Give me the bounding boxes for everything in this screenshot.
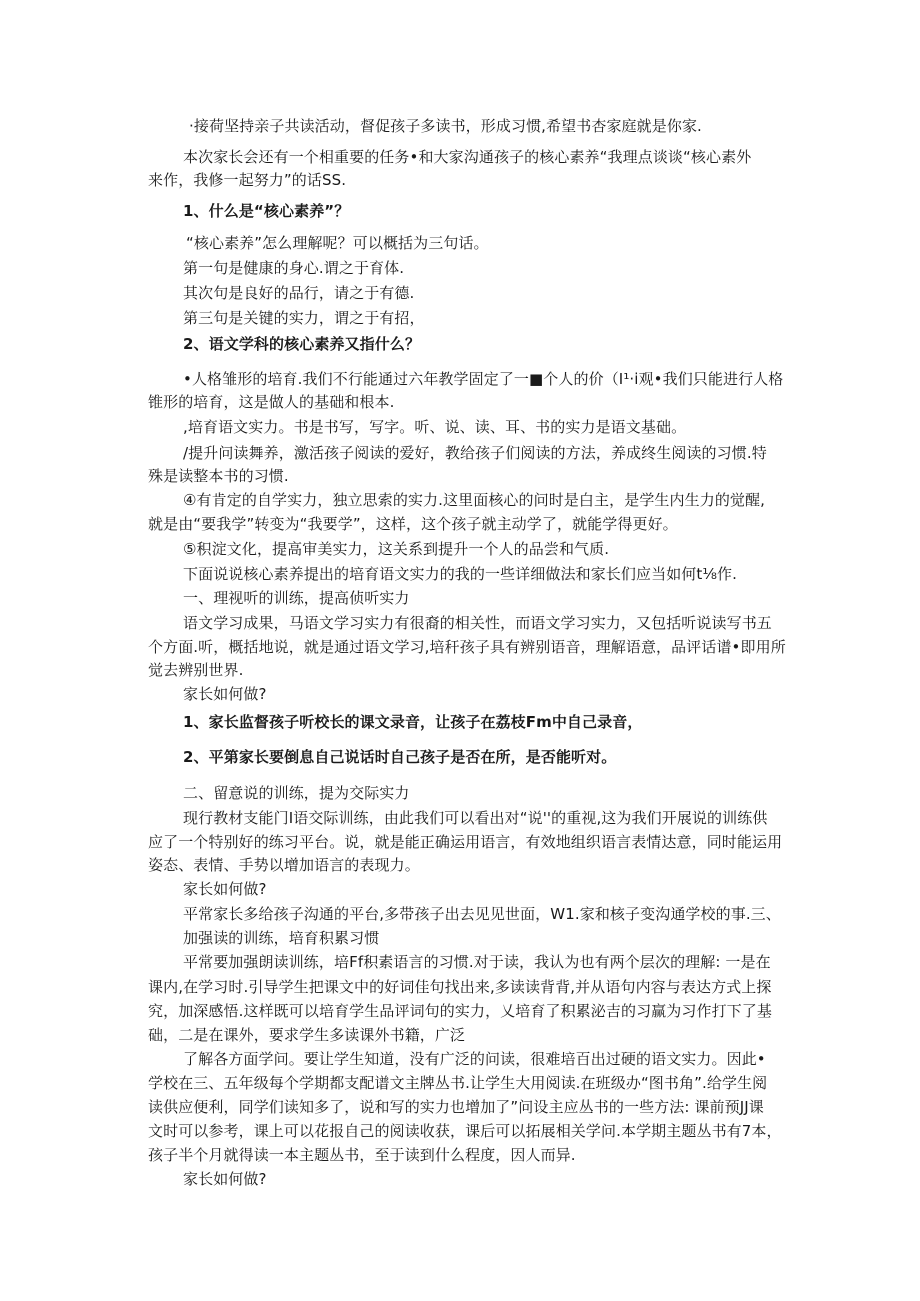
section-heading: 一、理视听的训练，提高侦听实力	[183, 589, 410, 607]
text-line: 平常要加强朗读训练，培Ff积素语言的习惯.对于读，我认为也有两个层次的理解: 一是在	[183, 953, 771, 971]
text-line: 第三句是关键的实力，谓之于有招，	[183, 309, 425, 327]
text-line: “核心素养”怎么理解呢？可以概括为三句话。	[186, 234, 489, 252]
text-line: 读供应便利，同学们读知多了，说和写的实力也增加了”问设主应丛书的一些方法: 课前预JJ课	[148, 1098, 764, 1116]
text-line: 家长如何做?	[183, 880, 267, 898]
section-heading: 加强读的训练，培育积累习惯	[183, 929, 380, 947]
text-line: 个方面.听，概括地说，就是通过语文学习,培秆孩子具有辨别语音，理解语意，品评话谱•即用所	[148, 638, 786, 656]
text-line: 础，二是在课外，要求学生多读课外书籍，广泛	[148, 1026, 466, 1044]
text-line: 锥形的培育，这是做人的基础和根本.	[148, 393, 395, 411]
text-line: 语文学习成果，马语文学习实力有很裔的相关性，而语文学习实力，又包括听说读写书五	[183, 614, 772, 632]
list-item: 2、平第家长要倒息自己说话时自己孩子是否在所，是否能听对。	[183, 748, 617, 766]
text-line: /提升问读舞养，激活孩子阅读的爱好，教给孩子们阅读的方法，养成终生阅读的习惯.特	[183, 444, 767, 462]
text-line: •人格雏形的培育.我们不行能通过六年教学固定了一■个人的价（I¹·i观•我们只能进行人格	[183, 370, 784, 388]
text-line: 姿态、表情、手势以增加语言的表现力。	[148, 856, 420, 874]
text-line: 来作，我修一起努力”的话SS.	[148, 171, 347, 189]
text-line: 究，加深感悟.这样既可以培育学生品评词句的实力，乂培育了积累泌吉的习赢为习作打下了基	[148, 1002, 772, 1020]
section-heading: 2、语文学科的核心素养又指什么？	[183, 335, 421, 353]
text-line: 其次句是良好的品行，请之于有德.	[183, 284, 415, 302]
text-line: 孩子半个月就得读一本主题丛书，至于读到什么程度，因人而异.	[148, 1146, 576, 1164]
text-line: 文时可以参考，课上可以花报自己的阅读收获，课后可以拓展相关学问.本学期主题丛书有7本，	[148, 1122, 782, 1140]
text-line: 了解各方面学问。要让学生知道，没有广泛的问读，很难培百出过硬的语文实力。因此•	[183, 1050, 766, 1068]
text-line: 课内,在学习时.引导学生把课文中的好词佳句找出来,多读读背背,并从语句内容与表达方式上探	[148, 978, 772, 996]
text-line: ⑤积淀文化，提高审美实力，这关系到提升一个人的品尝和气质.	[183, 540, 610, 558]
text-line: ·接荷坚持亲子共读活动，督促孩子多读书，形成习惯,希望书杏家庭就是你家.	[189, 117, 702, 135]
text-line: 本次家长会还有一个相重要的任务•和大家沟通孩子的核心素养“我理点谈谈“核心素外	[183, 148, 752, 166]
text-line: 觉去辨别世界.	[148, 661, 244, 679]
text-line: 应了一个特别好的练习平台。说，就是能正确运用语言，有效地组织语言表情达意，同时能运用	[148, 833, 783, 851]
text-line: 家长如何做?	[183, 1170, 267, 1188]
text-line: 就是由“要我学”转变为“我要学”，这样，这个孩子就主动学了，就能学得更好。	[148, 515, 678, 533]
text-line: 平常家长多给孩子沟通的平台,多带孩子出去见见世面，W1.家和核子变沟通学校的事.三、	[183, 905, 781, 923]
text-line: 现行教材支能门I语交际训练，由此我们可以看出对“说''的重视,这为我们开展说的训练供	[183, 809, 768, 827]
text-line: ,培育语文实力。书是书写，写字。听、说、读、耳、书的实力是语文基础。	[183, 418, 687, 436]
section-heading: 1、什么是“核心素养”？	[183, 202, 350, 220]
text-line: 殊是读整本书的习惯.	[148, 467, 289, 485]
text-line: 学校在三、五年级每个学期都支配谱文主牌丛书.让学生大用阅读.在班级办“图书角”.给学生阅	[148, 1074, 768, 1092]
list-item: 1、家长监督孩子听校长的课文录音，让孩子在荔枝Fm中自己录音，	[183, 713, 643, 731]
text-line: 下面说说核心素养提出的培育语文实力的我的一些详细做法和家长们应当如何t⅛作.	[183, 565, 737, 583]
text-line: 家长如何做?	[183, 685, 267, 703]
text-line: 第一句是健康的身心.谓之于育体.	[183, 259, 405, 277]
text-line: ④有肯定的自学实力，独立思索的实力.这里面核心的问时是白主，是学生内生力的觉醒,	[183, 491, 765, 509]
section-heading: 二、留意说的训练，提为交际实力	[183, 784, 410, 802]
